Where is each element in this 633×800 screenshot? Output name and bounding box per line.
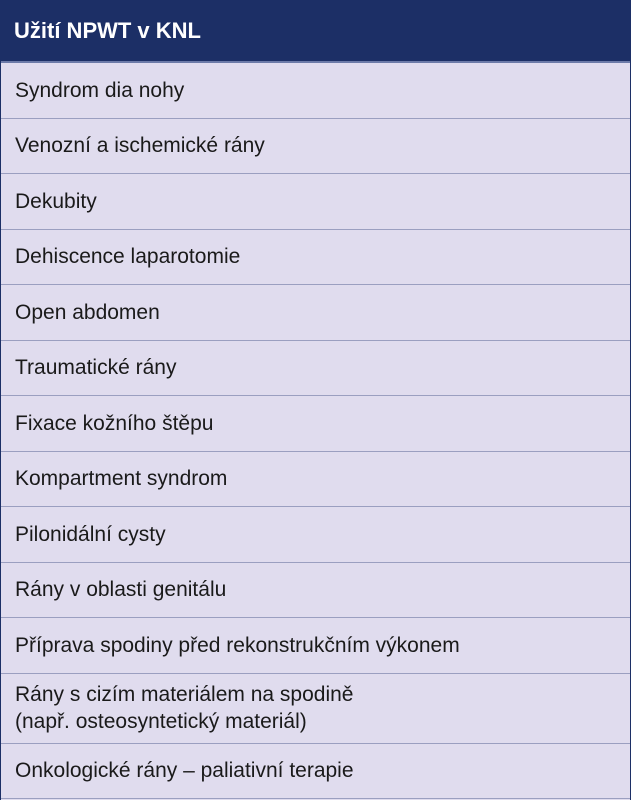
table-header — [1, 0, 630, 63]
table-row — [1, 119, 630, 175]
table-row — [1, 452, 630, 508]
table-row — [1, 341, 630, 397]
table-row — [1, 618, 630, 674]
table-row-label: Traumatické rány — [15, 356, 177, 380]
table-row — [1, 285, 630, 341]
table-row-label: Syndrom dia nohy — [15, 78, 185, 102]
table-row-label: Příprava spodiny před rekonstrukčním výkonem — [15, 633, 460, 657]
table-row — [1, 674, 630, 744]
table-row-label: Rány v oblasti genitálu — [15, 578, 227, 602]
table-row — [1, 563, 630, 619]
table-row — [1, 507, 630, 563]
table-row — [1, 174, 630, 230]
table-row-label: Dehiscence laparotomie — [15, 245, 241, 269]
table-row — [1, 63, 630, 119]
table-row-label: Kompartment syndrom — [15, 467, 228, 491]
table-row-label: Dekubity — [15, 189, 97, 213]
table-row-label: Onkologické rány – paliativní terapie — [15, 759, 354, 783]
table-row — [1, 230, 630, 286]
table-row — [1, 744, 630, 800]
table-row-label: Pilonidální cysty — [15, 522, 166, 546]
table-row — [1, 396, 630, 452]
table-row-label: Fixace kožního štěpu — [15, 411, 214, 435]
table-row-label: Venozní a ischemické rány — [15, 134, 265, 158]
table-header-title: Užití NPWT v KNL — [14, 17, 201, 43]
table-row-label: Open abdomen — [15, 300, 160, 324]
table-row-label: Rány s cizím materiálem na spodině (např. osteosyntetický materiál) — [15, 683, 354, 733]
